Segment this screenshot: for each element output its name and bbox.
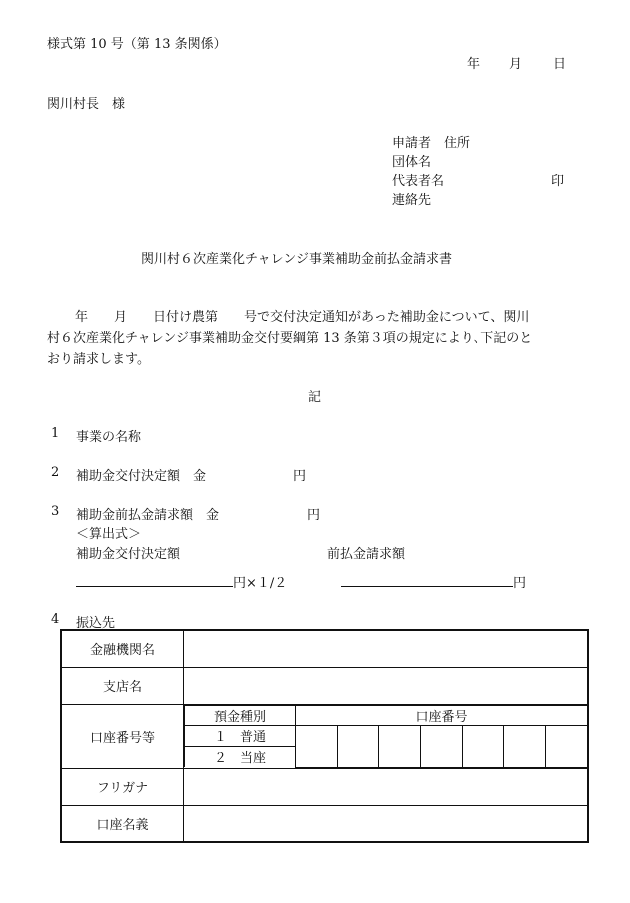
furigana-label: フリガナ	[61, 768, 184, 805]
item-3-number: 3	[51, 504, 60, 519]
date-day: 日	[553, 57, 567, 72]
applicant-address-label: 申請者 住所	[392, 136, 471, 151]
bank-name-label: 金融機関名	[61, 630, 184, 667]
deposit-option-futsu[interactable]: １ 普通	[185, 725, 296, 746]
calc-right-blank-line[interactable]	[341, 586, 513, 587]
item-3-text: 補助金前払金請求額 金	[76, 508, 220, 523]
account-details-cell	[184, 704, 589, 768]
item-2-number: 2	[51, 465, 60, 480]
ki-heading: 記	[308, 390, 322, 405]
item-2-text: 補助金交付決定額 金	[76, 469, 207, 484]
form-number: 様式第 10 号（第 13 条関係）	[47, 37, 227, 52]
account-digit-4[interactable]	[420, 725, 462, 767]
account-digit-6[interactable]	[504, 725, 546, 767]
calc-right-label: 前払金請求額	[327, 547, 406, 562]
body-line-2: 村６次産業化チャレンジ事業補助金交付要綱第 13 条第３項の規定により､下記のと	[47, 331, 533, 346]
account-details-grid	[184, 705, 587, 768]
calc-left-label: 補助金交付決定額	[76, 547, 181, 562]
item-4-label: 振込先	[76, 616, 116, 631]
branch-label: 支店名	[61, 667, 184, 704]
bank-name-field[interactable]	[184, 630, 589, 667]
account-number-etc-label: 口座番号等	[61, 704, 184, 768]
account-digit-5[interactable]	[462, 725, 504, 767]
calc-left-blank-line[interactable]	[76, 586, 233, 587]
item-3-unit: 円	[307, 508, 321, 523]
calc-heading: ＜算出式＞	[76, 527, 142, 542]
account-holder-label: 口座名義	[61, 805, 184, 842]
account-digit-2[interactable]	[337, 725, 379, 767]
item-2-unit: 円	[293, 469, 307, 484]
body-line-1: 年 月 日付け農第 号で交付決定通知があった補助金について、関川	[75, 310, 530, 325]
account-holder-field[interactable]	[184, 805, 589, 842]
addressee: 関川村長 様	[47, 97, 126, 112]
date-year: 年	[467, 57, 481, 72]
branch-field[interactable]	[184, 667, 589, 704]
calc-result-unit: 円	[513, 576, 527, 591]
item-1-text: 事業の名称	[76, 430, 142, 445]
body-line-3: おり請求します。	[47, 352, 150, 367]
item-4-number: 4	[51, 612, 60, 627]
account-digit-7[interactable]	[545, 725, 587, 767]
account-digit-3[interactable]	[379, 725, 421, 767]
applicant-contact-label: 連絡先	[392, 193, 432, 208]
applicant-rep-label: 代表者名	[392, 174, 445, 189]
date-month: 月	[509, 57, 523, 72]
deposit-type-header: 預金種別	[185, 705, 296, 725]
account-digit-1[interactable]	[296, 725, 338, 767]
account-number-header: 口座番号	[296, 705, 588, 725]
applicant-org-label: 団体名	[392, 155, 432, 170]
seal-mark: 印	[551, 174, 565, 189]
calc-formula: 円×１/２	[233, 576, 288, 591]
item-1-number: 1	[51, 426, 60, 441]
deposit-option-touza[interactable]: ２ 当座	[185, 746, 296, 767]
document-title: 関川村６次産業化チャレンジ事業補助金前払金請求書	[141, 252, 452, 267]
furigana-field[interactable]	[184, 768, 589, 805]
bank-transfer-table	[60, 629, 589, 843]
